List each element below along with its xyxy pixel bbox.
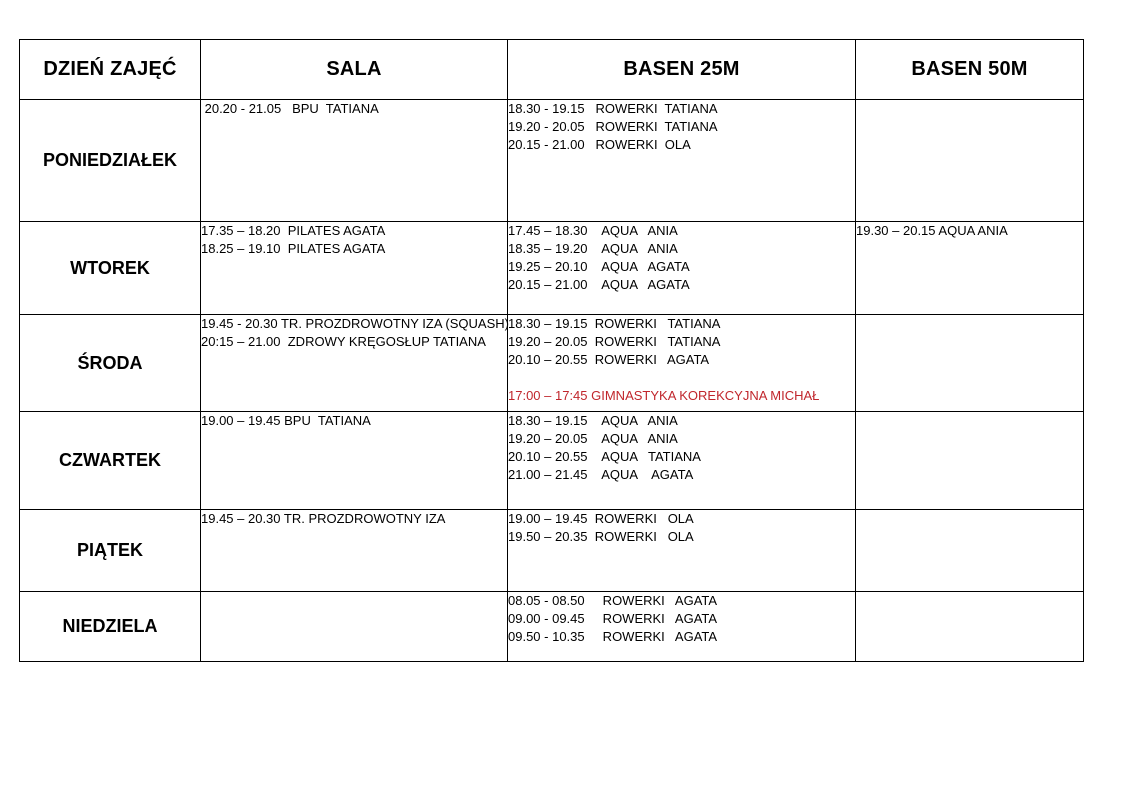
entry-spacer [508,369,855,387]
class-entry: 19.50 – 20.35 ROWERKI OLA [508,529,694,544]
class-entry: 20.15 – 21.00 AQUA AGATA [508,277,690,292]
class-entry: 20.10 – 20.55 AQUA TATIANA [508,449,701,464]
class-entry: 19.30 – 20.15 AQUA ANIA [856,223,1008,238]
class-entry: 20.10 – 20.55 ROWERKI AGATA [508,352,710,367]
sala-cell [201,592,508,662]
class-entry: 17.35 – 18.20 PILATES AGATA [201,223,386,238]
day-cell: PONIEDZIAŁEK [20,100,201,222]
class-entry: 18.30 – 19.15 AQUA ANIA [508,413,678,428]
basen-25m-cell [508,315,856,412]
class-entry: 20.15 - 21.00 ROWERKI OLA [508,137,691,152]
class-entry: 18.35 – 19.20 AQUA ANIA [508,241,678,256]
class-entry: 19.20 - 20.05 ROWERKI TATIANA [508,119,718,134]
basen-50m-cell [856,510,1084,592]
sala-cell [201,100,508,222]
class-entry: 19.45 – 20.30 TR. PROZDROWOTNY IZA [201,511,446,526]
sala-cell [201,510,508,592]
class-entry: 17.45 – 18.30 AQUA ANIA [508,223,678,238]
sala-cell [201,412,508,510]
basen-25m-cell [508,100,856,222]
header-basen-50m: BASEN 50M [856,40,1084,100]
header-basen-25m: BASEN 25M [508,40,856,100]
basen-50m-cell [856,100,1084,222]
class-entry: 21.00 – 21.45 AQUA AGATA [508,467,694,482]
schedule-table [19,39,1084,662]
class-entry: 19.45 - 20.30 TR. PROZDROWOTNY IZA (SQUASH) [201,316,509,331]
class-entry: 19.20 – 20.05 AQUA ANIA [508,431,678,446]
class-entry: 08.05 - 08.50 ROWERKI AGATA [508,593,718,608]
sala-cell [201,222,508,315]
table-row [20,592,1084,662]
basen-50m-cell [856,592,1084,662]
highlighted-class-entry: 17:00 – 17:45 GIMNASTYKA KOREKCYJNA MICHAŁ [508,388,820,403]
class-entry: 09.00 - 09.45 ROWERKI AGATA [508,611,718,626]
basen-25m-cell [508,222,856,315]
class-entry: 19.00 – 19.45 ROWERKI OLA [508,511,694,526]
sala-cell [201,315,508,412]
class-entry: 20.20 - 21.05 BPU TATIANA [201,101,379,116]
table-row [20,222,1084,315]
basen-25m-cell [508,412,856,510]
class-entry: 19.20 – 20.05 ROWERKI TATIANA [508,334,721,349]
table-row [20,412,1084,510]
header-day: DZIEŃ ZAJĘĆ [20,40,201,100]
day-cell: PIĄTEK [20,510,201,592]
class-entry: 18.30 - 19.15 ROWERKI TATIANA [508,101,718,116]
class-entry: 18.25 – 19.10 PILATES AGATA [201,241,386,256]
basen-25m-cell [508,510,856,592]
basen-25m-cell [508,592,856,662]
day-cell: NIEDZIELA [20,592,201,662]
basen-50m-cell [856,315,1084,412]
day-cell: CZWARTEK [20,412,201,510]
class-entry: 19.00 – 19.45 BPU TATIANA [201,413,371,428]
class-entry: 20:15 – 21.00 ZDROWY KRĘGOSŁUP TATIANA [201,334,486,349]
day-cell: ŚRODA [20,315,201,412]
table-row [20,510,1084,592]
class-entry: 09.50 - 10.35 ROWERKI AGATA [508,629,718,644]
basen-50m-cell [856,222,1084,315]
day-cell: WTOREK [20,222,201,315]
class-entry: 19.25 – 20.10 AQUA AGATA [508,259,690,274]
table-row [20,100,1084,222]
table-row [20,315,1084,412]
header-sala: SALA [201,40,508,100]
basen-50m-cell [856,412,1084,510]
class-entry: 18.30 – 19.15 ROWERKI TATIANA [508,316,721,331]
header-row [20,40,1084,100]
